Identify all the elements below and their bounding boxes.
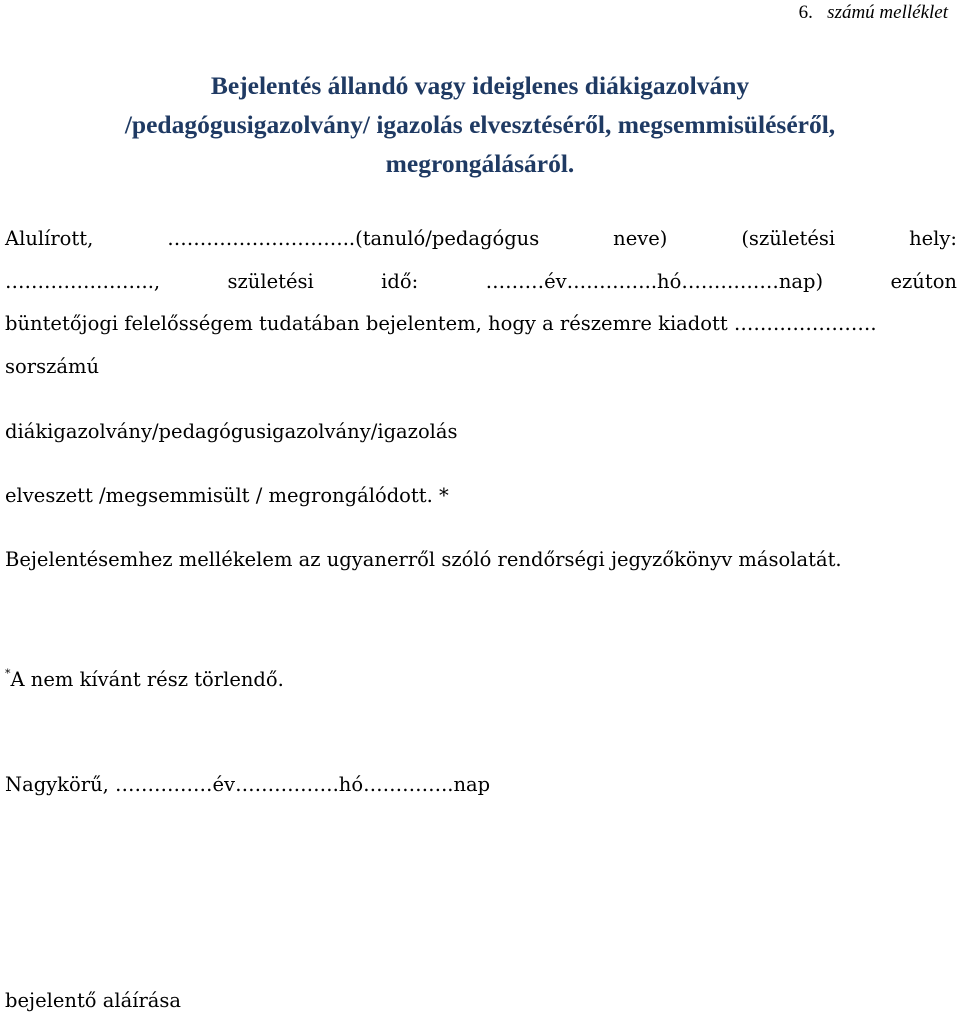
annex-text: számú melléklet (827, 2, 948, 23)
place-date-line: Nagykörű, ……………év…………….hó…………..nap (5, 773, 491, 796)
footnote-text: A nem kívánt rész törlendő. (10, 668, 284, 691)
birthplace-fill-field: ………………….., (5, 270, 161, 293)
form-text: Alulírott, (5, 227, 94, 250)
document-title-line-2: /pedagógusigazolvány/ igazolás elvesztéséről, megsemmisüléséről, (124, 110, 836, 139)
footnote (5, 668, 284, 690)
attachment-statement: Bejelentésemhez mellékelem az ugyanerről szóló rendőrségi jegyzőkönyv másolatát. (5, 548, 842, 571)
document-title-line-3: megrongálásáról. (385, 149, 575, 178)
form-row-name (5, 229, 957, 249)
form-row-birth (5, 272, 957, 292)
card-status-options: elveszett /megsemmisült / megrongálódott. * (5, 484, 449, 507)
form-text: (születési (741, 227, 836, 250)
card-type-options: diákigazolvány/pedagógusigazolvány/igazolás (5, 420, 458, 443)
form-text: hely: (909, 227, 957, 250)
form-text: neve) (613, 227, 668, 250)
annex-label (799, 2, 948, 24)
form-text: ezúton (890, 270, 957, 293)
declaration-text: büntetőjogi felelősségem tudatában bejelentem, hogy a részemre kiadott …………………. (5, 312, 877, 335)
name-fill-field: ………………………..(tanuló/pedagógus (167, 227, 540, 250)
footnote-marker: * (5, 667, 11, 680)
annex-number: 6. (798, 2, 813, 23)
document-title-line-1: Bejelentés állandó vagy ideiglenes diákigazolvány (210, 71, 750, 100)
signature-label: bejelentő aláírása (5, 989, 182, 1012)
birthdate-fill-field: ………év…………..hó……………nap) (485, 270, 824, 293)
serial-number-label: sorszámú (5, 355, 100, 378)
form-text: idő: (381, 270, 419, 293)
form-text: születési (227, 270, 314, 293)
